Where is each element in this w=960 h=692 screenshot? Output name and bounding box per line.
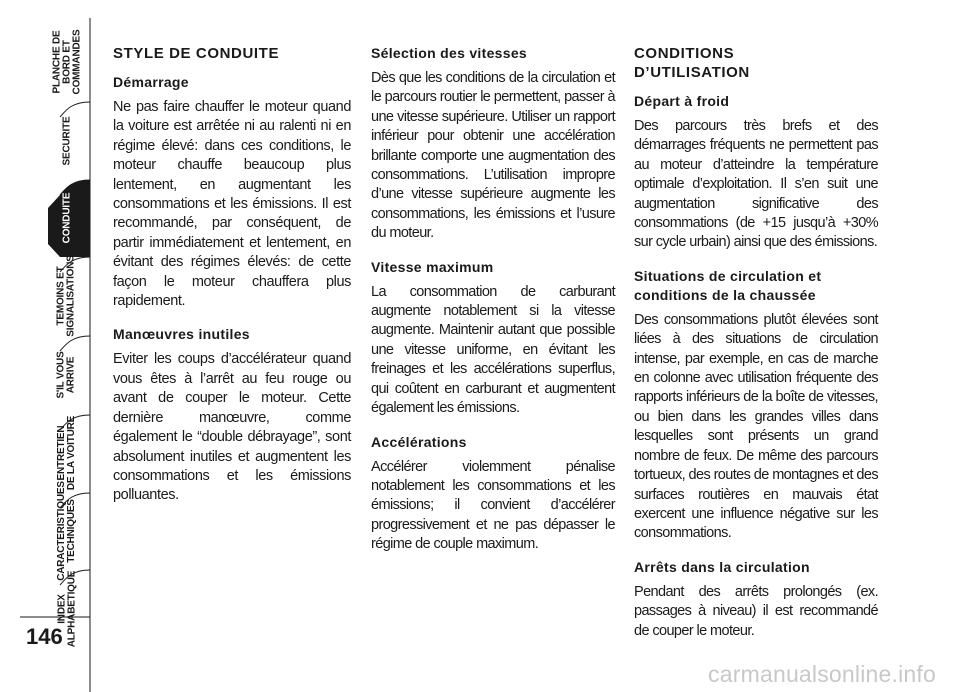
column-left [113,44,351,520]
chapter-sidebar [0,0,100,692]
subsection-heading: Manœuvres inutiles [113,326,250,343]
tab-label: DE LA VOITURE [66,415,78,491]
watermark: carmanualsonline.info [708,661,936,687]
subsection-heading: Sélection des vitesses [371,45,528,61]
subsection-heading: Démarrage [113,74,189,90]
page-number: 146 [26,624,63,649]
paragraph: Des consommations plutôt élevées sont liées à des situations de circulation intense, par exemple, en cas de marche en colonne avec utilisation fréquente des rapports inférieurs de la boîte de vitesses, ou bien dans les grandes villes dans lesquelles sont présents un grand nombre de feux. De même des parcours tortueux, des routes de montagnes et des surfaces routières en mauvais état exercent une influence négative sur les consommations. [634,311,878,542]
section-title: STYLE DE CONDUITE [113,45,280,62]
tab-label: SIGNALISATIONS [66,255,77,337]
tab-label: TEMOINS ET [56,266,67,326]
subsection-heading: Accélérations [371,433,467,450]
subsection-heading: Situations de circulation et conditions de la chaussée [634,267,822,303]
paragraph: Accélérer violemment pénalise notablement les consommations et les émissions; il convient d’accélérer progressivement et ne pas dépasser le régime de couple maximum. [371,458,615,553]
subsection-heading: Arrêts dans la circulation [634,558,810,575]
tab-label: BORD ET [61,40,72,84]
section-title: CONDITIONS D’UTILISATION [634,45,750,81]
tab-label: TECHNIQUES [66,499,77,563]
tab-sil-vous-arrive[interactable] [44,335,90,415]
tab-label: CONDUITE [61,192,72,244]
tab-label: ALPHABETIQUE [66,570,77,648]
paragraph: Ne pas faire chauffer le moteur quand la voiture est arrêtée ni au ralenti ni en régime élevé: dans ces conditions, le moteur chauffe beaucoup plus lentement, en augmentant les consommations et les émissions. Il est recommandé, par conséquent, de partir immédiatement et lentement, en évitant des régimes élevés: de cette façon le moteur chauffera plus rapidement. [113,99,351,310]
tab-label: ARRIVE [66,356,78,394]
tab-label: ENTRETIEN [56,425,68,481]
paragraph: La consommation de carburant augmente notablement si la vitesse augmente. Maintenir autant que possible une vitesse uniforme, en évitant les freinages et les accélérations superflus, qui coûtent en carburant et augmentent également les émissions. [371,283,615,417]
tab-label: SECURITE [61,116,72,166]
column-middle [371,44,615,569]
tab-conduite[interactable] [44,178,90,258]
column-right [634,44,878,655]
tab-securite[interactable] [44,101,90,181]
tab-label: S'IL VOUS [56,351,68,399]
paragraph: Dès que les conditions de la circulation et le parcours routier le permettent, passer à une vitesse supérieure. Utiliser un rapport inférieur pour obtenir une accélération brillante comporte une augmentation des consommations. L’utilisation impropre d’une vitesse supérieure augmente les consommations, les émissions et l’usure du moteur. [371,70,615,242]
paragraph: Pendant des arrêts prolongés (ex. passages à niveau) il est recommandé de couper le moteur. [634,583,878,639]
tab-label: PLANCHE DE [51,30,62,94]
subsection-heading: Vitesse maximum [371,258,494,275]
tab-caracteristiques[interactable] [44,481,90,581]
tab-temoins-signalisations[interactable] [44,256,90,336]
subsection-heading: Départ à froid [634,93,730,109]
tab-planche-de-bord[interactable] [44,22,90,102]
tab-label: CARACTERISTIQUES [56,481,67,581]
paragraph: Des parcours très brefs et des démarrages fréquents ne permettent pas au moteur d’atteindre la température optimale d’exploitation. Il s’en suit une augmentation significative des consommations (de +15 jusqu’à +30% sur cycle urbain) ainsi que des émissions. [634,118,878,251]
tab-label: COMMANDES [71,29,82,95]
tab-label: INDEX [56,594,67,624]
paragraph: Eviter les coups d’accélérateur quand vous êtes à l’arrêt au feu rouge ou avant de couper le moteur. Cette dernière manœuvre, comme également le “double débrayage”, sont absolument inutiles et augmentent les consommations et les émissions polluantes. [113,351,351,504]
